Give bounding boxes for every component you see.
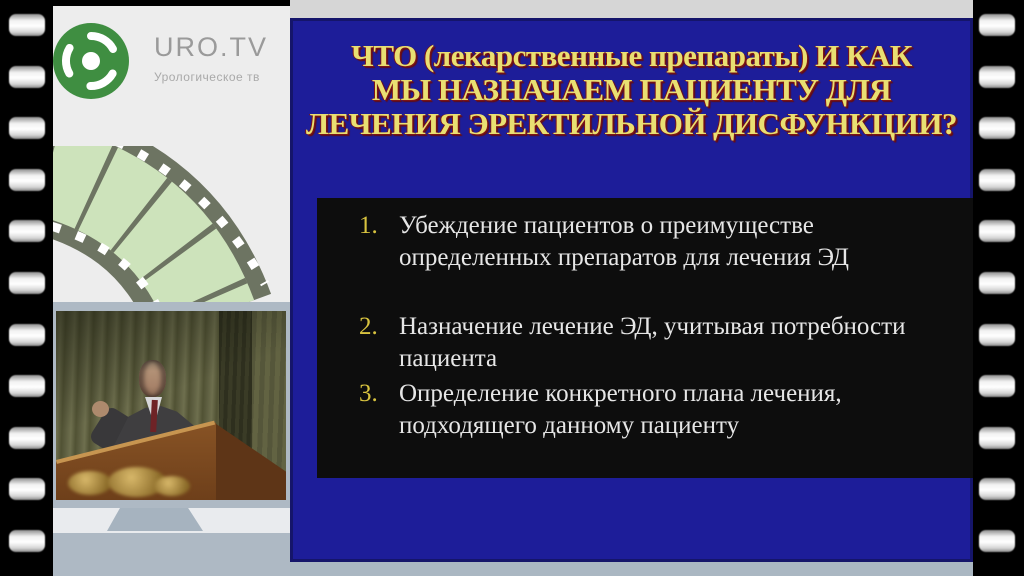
list-text-line: определенных препаратов для лечения ЭД: [399, 244, 849, 271]
sprocket-hole: [9, 375, 45, 397]
monitor-stand: [107, 508, 203, 531]
sprocket-hole: [979, 272, 1015, 294]
sprocket-hole: [9, 117, 45, 139]
sprocket-hole: [979, 530, 1015, 552]
list-number: 3.: [359, 380, 378, 407]
sprocket-hole: [979, 427, 1015, 449]
podium-ornament: [68, 471, 112, 495]
sprocket-hole: [9, 530, 45, 552]
sprocket-hole: [9, 220, 45, 242]
list-item: [359, 311, 973, 375]
podium-ornament: [154, 476, 190, 496]
speaker-video: [56, 311, 286, 500]
speaker-head: [139, 360, 166, 397]
sprocket-hole: [9, 272, 45, 294]
slide-area: [290, 0, 973, 576]
presentation-slide: [290, 18, 973, 562]
brand-title: URO.TV: [154, 32, 269, 62]
sprocket-hole: [9, 478, 45, 500]
sprocket-hole: [9, 427, 45, 449]
list-text: [399, 378, 964, 442]
sprocket-hole: [979, 220, 1015, 242]
slide-content-box: [317, 198, 973, 478]
slide-title-line: ЧТО (лекарственные препараты) И КАК: [351, 38, 912, 73]
list-text-line: пациента: [399, 345, 498, 372]
list-text: [399, 311, 964, 375]
sprocket-hole: [979, 14, 1015, 36]
film-strip-icon: [53, 146, 290, 302]
slide-bottom-strip: [290, 562, 973, 576]
speaker-hand: [92, 401, 109, 417]
list-text-line: Убеждение пациентов о преимуществе: [399, 212, 814, 239]
sprocket-hole: [979, 324, 1015, 346]
sprocket-hole: [979, 117, 1015, 139]
list-item: [359, 378, 973, 442]
film-strip-border-right: [973, 0, 1024, 576]
sprocket-hole: [9, 14, 45, 36]
list-text-line: Определение конкретного плана лечения,: [399, 380, 842, 407]
slide-title-line: ЛЕЧЕНИЯ ЭРЕКТИЛЬНОЙ ДИСФУНКЦИИ?: [306, 106, 957, 141]
monitor-graphic: [53, 302, 290, 576]
sprocket-hole: [979, 478, 1015, 500]
list-item: [359, 210, 973, 274]
list-text-line: Назначение лечение ЭД, учитывая потребности: [399, 313, 906, 340]
sprocket-hole: [979, 66, 1015, 88]
sprocket-hole: [979, 375, 1015, 397]
brand-header: [53, 6, 290, 146]
list-number: 2.: [359, 313, 378, 340]
list-number: 1.: [359, 212, 378, 239]
film-strip-border-left: [0, 0, 53, 576]
sprocket-hole: [9, 169, 45, 191]
slide-title-line: МЫ НАЗНАЧАЕМ ПАЦИЕНТУ ДЛЯ: [371, 72, 892, 107]
sprocket-hole: [9, 66, 45, 88]
urotv-logo-icon: [53, 21, 131, 101]
sprocket-hole: [979, 169, 1015, 191]
brand-tagline: Урологическое тв: [154, 70, 260, 84]
left-panel: [53, 0, 290, 576]
slide-title: [290, 39, 973, 141]
list-text: [399, 210, 964, 274]
list-text-line: подходящего данному пациенту: [399, 412, 740, 439]
sprocket-hole: [9, 324, 45, 346]
